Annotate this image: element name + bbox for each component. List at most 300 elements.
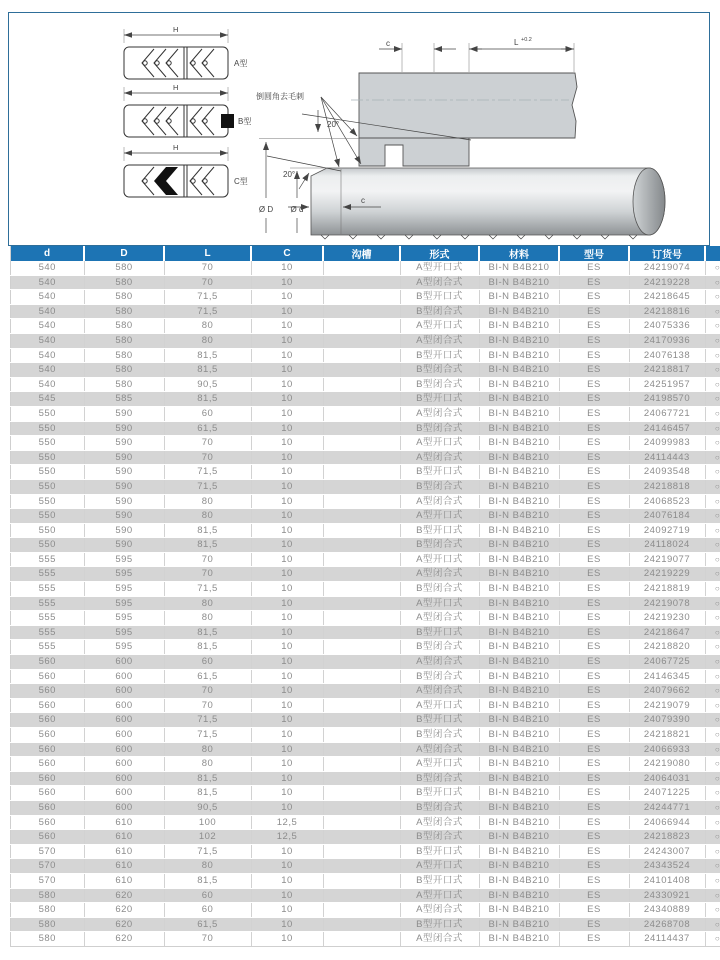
table-cell: ES	[559, 377, 629, 392]
table-cell: 81,5	[164, 640, 251, 655]
table-cell	[323, 786, 400, 801]
table-cell: BI-N B4B210	[479, 728, 559, 743]
table-cell: A型开口式	[400, 596, 479, 611]
table-cell: BI-N B4B210	[479, 757, 559, 772]
column-header-2: L	[164, 246, 251, 261]
table-row	[11, 611, 720, 626]
table-cell	[323, 757, 400, 772]
table-cell: 100	[164, 815, 251, 830]
table-cell: 12,5	[251, 815, 323, 830]
table-cell	[323, 742, 400, 757]
table-cell: 24218647	[629, 625, 705, 640]
table-cell: 10	[251, 888, 323, 903]
table-cell: BI-N B4B210	[479, 684, 559, 699]
column-header-5: 形式	[400, 246, 479, 261]
table-cell: B型开口式	[400, 844, 479, 859]
table-cell: 71,5	[164, 465, 251, 480]
table-cell: ES	[559, 392, 629, 407]
seal-type-b-label: B型	[238, 117, 252, 126]
table-cell: ES	[559, 903, 629, 918]
table-cell: 24219079	[629, 698, 705, 713]
table-cell: A型开口式	[400, 888, 479, 903]
table-cell: 24330921	[629, 888, 705, 903]
table-cell: 24244771	[629, 800, 705, 815]
table-cell: BI-N B4B210	[479, 377, 559, 392]
table-cell: B型闭合式	[400, 771, 479, 786]
table-cell: B型开口式	[400, 523, 479, 538]
table-cell: 560	[11, 728, 85, 743]
table-row	[11, 640, 720, 655]
table-cell: 540	[11, 363, 85, 378]
table-cell: ○	[705, 713, 720, 728]
table-cell: 81,5	[164, 523, 251, 538]
table-cell: ○	[705, 757, 720, 772]
table-cell: 555	[11, 640, 85, 655]
table-cell: 620	[84, 903, 164, 918]
table-cell	[323, 684, 400, 699]
table-row	[11, 888, 720, 903]
dim-h-label: H	[173, 143, 179, 152]
table-cell	[323, 713, 400, 728]
table-cell	[323, 552, 400, 567]
table-cell: ES	[559, 596, 629, 611]
table-cell: 80	[164, 757, 251, 772]
table-cell: ES	[559, 830, 629, 845]
table-cell: ES	[559, 888, 629, 903]
table-cell: 10	[251, 713, 323, 728]
table-cell: 24092719	[629, 523, 705, 538]
table-cell: 24218817	[629, 363, 705, 378]
table-row	[11, 625, 720, 640]
table-cell: ES	[559, 319, 629, 334]
table-cell: 71,5	[164, 713, 251, 728]
table-cell: 560	[11, 830, 85, 845]
table-cell: 60	[164, 655, 251, 670]
diagram-panel	[8, 12, 710, 246]
table-cell: 70	[164, 567, 251, 582]
table-cell: BI-N B4B210	[479, 771, 559, 786]
table-cell: ○	[705, 844, 720, 859]
table-cell: 61,5	[164, 669, 251, 684]
table-cell: 61,5	[164, 917, 251, 932]
table-cell	[323, 800, 400, 815]
table-cell: 102	[164, 830, 251, 845]
seal-profile-b	[124, 83, 251, 137]
table-cell: ES	[559, 538, 629, 553]
table-cell	[323, 771, 400, 786]
table-cell: ○	[705, 567, 720, 582]
table-row	[11, 304, 720, 319]
table-cell: 600	[84, 684, 164, 699]
table-cell: 550	[11, 509, 85, 524]
table-cell: 590	[84, 479, 164, 494]
table-row	[11, 830, 720, 845]
table-cell: 24146457	[629, 421, 705, 436]
table-cell: ○	[705, 319, 720, 334]
table-cell: ○	[705, 728, 720, 743]
table-cell: 10	[251, 771, 323, 786]
table-row	[11, 392, 720, 407]
table-cell: 10	[251, 363, 323, 378]
table-cell: ○	[705, 596, 720, 611]
table-cell: BI-N B4B210	[479, 479, 559, 494]
table-cell: 70	[164, 436, 251, 451]
table-cell	[323, 494, 400, 509]
table-cell: 81,5	[164, 363, 251, 378]
column-header-9	[705, 246, 720, 261]
table-cell: ○	[705, 698, 720, 713]
table-cell: 24243007	[629, 844, 705, 859]
table-cell	[323, 538, 400, 553]
table-row	[11, 363, 720, 378]
table-cell: 24219077	[629, 552, 705, 567]
table-cell: A型闭合式	[400, 567, 479, 582]
table-cell: ○	[705, 625, 720, 640]
table-cell: B型闭合式	[400, 669, 479, 684]
table-cell	[323, 261, 400, 275]
table-cell: 24218818	[629, 479, 705, 494]
table-cell: BI-N B4B210	[479, 538, 559, 553]
table-cell: BI-N B4B210	[479, 582, 559, 597]
table-cell: 71,5	[164, 728, 251, 743]
table-cell	[323, 319, 400, 334]
table-cell: 560	[11, 786, 85, 801]
table-cell: A型闭合式	[400, 611, 479, 626]
table-cell	[323, 932, 400, 947]
black-end-ring	[221, 114, 234, 128]
table-cell: 590	[84, 450, 164, 465]
table-cell: 24219078	[629, 596, 705, 611]
table-cell: ○	[705, 655, 720, 670]
table-cell: A型闭合式	[400, 275, 479, 290]
table-cell: 81,5	[164, 873, 251, 888]
column-header-3: C	[251, 246, 323, 261]
table-cell: A型开口式	[400, 509, 479, 524]
table-cell: B型开口式	[400, 290, 479, 305]
table-cell: 24076138	[629, 348, 705, 363]
table-cell: 10	[251, 319, 323, 334]
table-cell: ○	[705, 640, 720, 655]
column-header-4: 沟槽	[323, 246, 400, 261]
table-cell: 24218820	[629, 640, 705, 655]
table-cell: 10	[251, 406, 323, 421]
table-row	[11, 509, 720, 524]
table-cell: BI-N B4B210	[479, 304, 559, 319]
table-cell: 10	[251, 333, 323, 348]
table-cell: BI-N B4B210	[479, 625, 559, 640]
table-row	[11, 800, 720, 815]
table-cell: 555	[11, 582, 85, 597]
table-cell: 10	[251, 523, 323, 538]
table-cell: ES	[559, 450, 629, 465]
table-cell: 540	[11, 319, 85, 334]
table-cell: ○	[705, 509, 720, 524]
product-table	[10, 246, 720, 947]
seal-profile-a	[124, 25, 247, 79]
table-cell: 555	[11, 596, 85, 611]
table-cell: BI-N B4B210	[479, 261, 559, 275]
table-cell: 580	[84, 377, 164, 392]
table-cell: 560	[11, 713, 85, 728]
table-cell: 24218645	[629, 290, 705, 305]
table-cell: A型开口式	[400, 319, 479, 334]
table-cell: ○	[705, 888, 720, 903]
table-cell: 24218821	[629, 728, 705, 743]
table-cell: 24340889	[629, 903, 705, 918]
table-cell: 10	[251, 377, 323, 392]
table-cell: 24114437	[629, 932, 705, 947]
table-cell: 550	[11, 494, 85, 509]
table-cell: ○	[705, 479, 720, 494]
table-cell: 71,5	[164, 844, 251, 859]
table-cell: BI-N B4B210	[479, 698, 559, 713]
table-cell: ES	[559, 333, 629, 348]
table-cell: ES	[559, 932, 629, 947]
table-cell: 595	[84, 625, 164, 640]
table-row	[11, 684, 720, 699]
table-cell: A型闭合式	[400, 903, 479, 918]
table-cell: A型开口式	[400, 757, 479, 772]
table-cell: BI-N B4B210	[479, 406, 559, 421]
table-cell: 80	[164, 509, 251, 524]
table-cell: 10	[251, 348, 323, 363]
table-row	[11, 742, 720, 757]
table-cell: 550	[11, 406, 85, 421]
table-cell: 600	[84, 669, 164, 684]
table-cell: BI-N B4B210	[479, 742, 559, 757]
table-cell: 600	[84, 786, 164, 801]
table-cell: ES	[559, 757, 629, 772]
table-cell: ES	[559, 655, 629, 670]
table-cell: A型闭合式	[400, 406, 479, 421]
table-cell: ES	[559, 479, 629, 494]
table-cell: 600	[84, 742, 164, 757]
table-cell: 24219080	[629, 757, 705, 772]
table-cell: ○	[705, 261, 720, 275]
table-cell: 555	[11, 611, 85, 626]
table-cell: 10	[251, 538, 323, 553]
table-cell: 610	[84, 844, 164, 859]
table-cell: BI-N B4B210	[479, 319, 559, 334]
table-cell: B型闭合式	[400, 830, 479, 845]
installation-drawing	[256, 37, 665, 239]
table-cell: B型开口式	[400, 392, 479, 407]
table-cell: 10	[251, 596, 323, 611]
table-cell: ○	[705, 538, 720, 553]
table-row	[11, 873, 720, 888]
break-marks	[321, 235, 637, 239]
table-cell: 610	[84, 873, 164, 888]
table-cell: 580	[11, 932, 85, 947]
table-cell: ES	[559, 728, 629, 743]
table-cell: 10	[251, 611, 323, 626]
table-cell: BI-N B4B210	[479, 655, 559, 670]
table-cell	[323, 888, 400, 903]
table-cell: 600	[84, 698, 164, 713]
table-row	[11, 406, 720, 421]
table-cell	[323, 348, 400, 363]
table-cell: 580	[84, 333, 164, 348]
table-row	[11, 655, 720, 670]
table-cell	[323, 669, 400, 684]
table-cell: BI-N B4B210	[479, 436, 559, 451]
table-cell: ○	[705, 932, 720, 947]
table-cell: ○	[705, 771, 720, 786]
table-cell: B型闭合式	[400, 640, 479, 655]
table-cell: 80	[164, 611, 251, 626]
table-cell: 61,5	[164, 421, 251, 436]
table-cell: 560	[11, 815, 85, 830]
table-cell: 585	[84, 392, 164, 407]
dim-L-tolerance: +0.2	[521, 37, 532, 43]
table-cell: 600	[84, 728, 164, 743]
table-row	[11, 450, 720, 465]
dim-h-label: H	[173, 83, 179, 92]
table-cell	[323, 640, 400, 655]
table-row	[11, 917, 720, 932]
table-cell: 10	[251, 494, 323, 509]
table-cell: ○	[705, 552, 720, 567]
table-cell: ○	[705, 669, 720, 684]
table-cell: ES	[559, 363, 629, 378]
table-cell: 595	[84, 567, 164, 582]
table-cell: 24099983	[629, 436, 705, 451]
table-cell: 560	[11, 771, 85, 786]
table-cell: ES	[559, 640, 629, 655]
table-cell: BI-N B4B210	[479, 917, 559, 932]
table-cell: ES	[559, 669, 629, 684]
table-cell: 590	[84, 494, 164, 509]
table-cell: BI-N B4B210	[479, 800, 559, 815]
table-cell: 10	[251, 421, 323, 436]
table-cell: ○	[705, 304, 720, 319]
table-cell: 10	[251, 757, 323, 772]
table-cell: ES	[559, 421, 629, 436]
table-row	[11, 757, 720, 772]
table-cell	[323, 596, 400, 611]
column-header-1: D	[84, 246, 164, 261]
table-cell: 81,5	[164, 538, 251, 553]
table-cell: ○	[705, 406, 720, 421]
table-cell: A型开口式	[400, 436, 479, 451]
table-cell: B型闭合式	[400, 479, 479, 494]
table-cell: ○	[705, 830, 720, 845]
table-cell: ○	[705, 903, 720, 918]
table-cell: 71,5	[164, 479, 251, 494]
table-cell: BI-N B4B210	[479, 523, 559, 538]
table-cell: 81,5	[164, 625, 251, 640]
table-row	[11, 465, 720, 480]
table-cell: ES	[559, 815, 629, 830]
table-cell: 24219074	[629, 261, 705, 275]
table-cell: BI-N B4B210	[479, 830, 559, 845]
table-row	[11, 261, 720, 275]
table-cell: 80	[164, 859, 251, 874]
table-cell	[323, 275, 400, 290]
table-cell: 610	[84, 815, 164, 830]
table-cell: ES	[559, 552, 629, 567]
table-cell: ○	[705, 436, 720, 451]
deburr-note: 倒圆角去毛刺	[256, 92, 304, 101]
table-cell: 580	[11, 903, 85, 918]
table-cell: 24068523	[629, 494, 705, 509]
table-cell: BI-N B4B210	[479, 333, 559, 348]
table-cell: ○	[705, 684, 720, 699]
table-cell: 10	[251, 392, 323, 407]
table-cell: BI-N B4B210	[479, 567, 559, 582]
table-cell	[323, 917, 400, 932]
table-cell: ○	[705, 377, 720, 392]
shaft-end-cap	[633, 168, 665, 235]
table-cell	[323, 903, 400, 918]
table-cell: 570	[11, 844, 85, 859]
table-cell: 10	[251, 655, 323, 670]
table-cell: 24076184	[629, 509, 705, 524]
table-cell: 620	[84, 917, 164, 932]
table-cell: ○	[705, 421, 720, 436]
table-cell	[323, 625, 400, 640]
table-cell: ES	[559, 304, 629, 319]
table-cell: BI-N B4B210	[479, 873, 559, 888]
housing-block	[359, 73, 577, 138]
table-cell: 24079662	[629, 684, 705, 699]
table-cell: BI-N B4B210	[479, 363, 559, 378]
table-cell: ○	[705, 275, 720, 290]
table-cell: 24170936	[629, 333, 705, 348]
seal-profile-c	[124, 143, 248, 197]
table-cell: A型闭合式	[400, 655, 479, 670]
table-cell	[323, 815, 400, 830]
table-cell: 560	[11, 655, 85, 670]
table-cell: A型开口式	[400, 552, 479, 567]
table-cell: 620	[84, 932, 164, 947]
table-cell: 81,5	[164, 786, 251, 801]
table-cell: 80	[164, 319, 251, 334]
dim-h-label: H	[173, 25, 179, 34]
table-cell: 10	[251, 859, 323, 874]
table-cell: 24066933	[629, 742, 705, 757]
table-cell: 580	[84, 319, 164, 334]
table-cell	[323, 523, 400, 538]
table-row	[11, 713, 720, 728]
table-cell: 70	[164, 552, 251, 567]
table-cell: 560	[11, 684, 85, 699]
table-row	[11, 377, 720, 392]
table-cell: ○	[705, 333, 720, 348]
table-cell: ○	[705, 815, 720, 830]
table-cell: 24066944	[629, 815, 705, 830]
table-cell: B型开口式	[400, 786, 479, 801]
table-cell	[323, 392, 400, 407]
table-cell: 550	[11, 479, 85, 494]
table-cell: 550	[11, 465, 85, 480]
table-cell: 81,5	[164, 771, 251, 786]
table-cell: BI-N B4B210	[479, 348, 559, 363]
table-cell: 24064031	[629, 771, 705, 786]
table-cell: 10	[251, 450, 323, 465]
table-row	[11, 698, 720, 713]
table-cell: 570	[11, 859, 85, 874]
table-cell: ES	[559, 275, 629, 290]
table-cell: 580	[11, 917, 85, 932]
table-cell: 540	[11, 377, 85, 392]
table-cell: ○	[705, 450, 720, 465]
table-cell: 540	[11, 333, 85, 348]
table-cell: ○	[705, 363, 720, 378]
seal-type-c-label: C型	[234, 177, 248, 186]
table-cell: 10	[251, 304, 323, 319]
table-cell: ES	[559, 465, 629, 480]
